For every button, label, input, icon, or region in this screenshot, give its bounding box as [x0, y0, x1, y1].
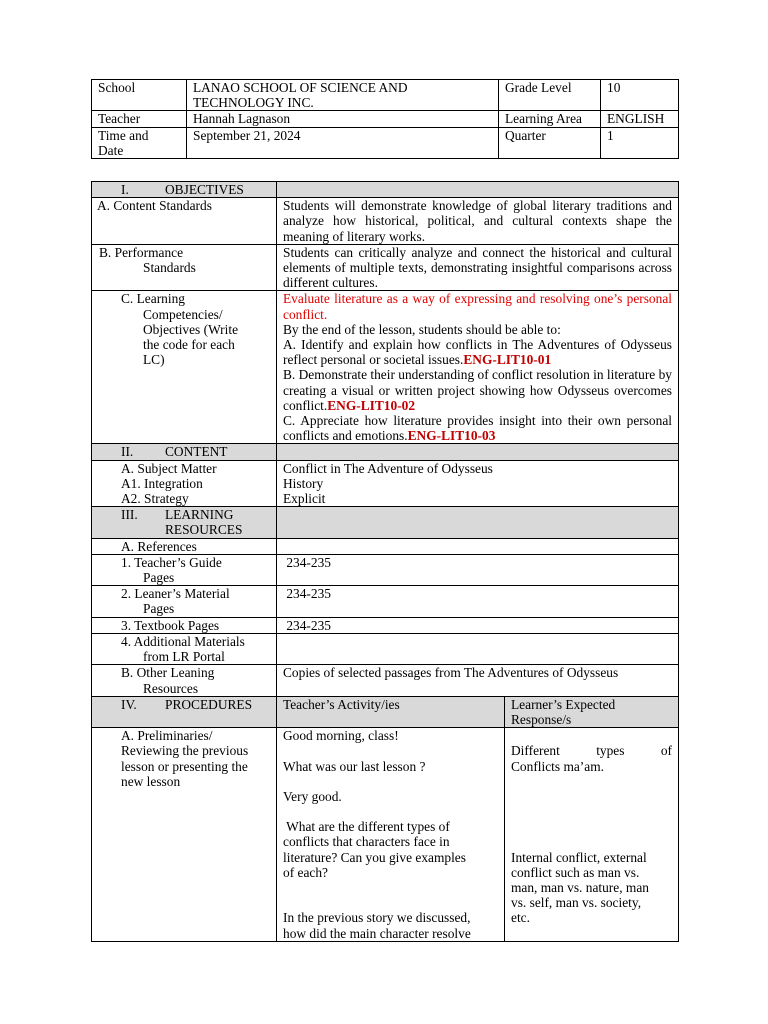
content-heading-blank	[277, 444, 679, 460]
blank-line	[511, 834, 672, 849]
objective-b-text: B. Demonstrate their understanding of conflict resolution in literature by creating a visual or written project showing how Odysseus overcomes conflict.	[283, 367, 672, 413]
resources-heading-blank	[277, 507, 679, 538]
time-date-label	[92, 127, 187, 158]
blank-line	[511, 774, 672, 789]
teacher-value: Hannah Lagnason	[187, 111, 499, 127]
label-line: Objectives (Write	[143, 321, 239, 337]
textbook-pages-label: 3. Textbook Pages	[92, 617, 277, 633]
blank-line	[511, 789, 672, 804]
content-standards-label: A. Content Standards	[92, 198, 277, 245]
performance-standards-label	[92, 244, 277, 291]
section-title: CONTENT	[165, 444, 228, 460]
performance-standards-text: Students can critically analyze and connect the historical and cultural elements of multiple texts, demonstrating insightful comparisons across different cultures.	[277, 244, 679, 291]
teacher-line: how did the main character resolve	[283, 925, 471, 941]
objective-c-text: C. Appreciate how literature provides insight into their own personal conflicts and emotions.	[283, 413, 672, 444]
label-line: 1. Teacher’s Guide	[121, 554, 222, 570]
learner-line: etc.	[511, 910, 530, 926]
objective-a	[283, 337, 672, 367]
preliminaries-label	[92, 728, 277, 942]
objective-b-code: ENG-LIT10-02	[327, 397, 416, 413]
time-date-value: September 21, 2024	[187, 127, 499, 158]
label-line: the code for each	[143, 337, 235, 353]
content-heading	[92, 444, 277, 460]
label-line: 4. Additional Materials	[121, 633, 245, 649]
header-line: Learner’s Expected	[511, 696, 616, 712]
label-line: B. Other Leaning	[121, 665, 215, 681]
other-resources-value: Copies of selected passages from The Adventures of Odysseus	[277, 665, 679, 696]
section-title: LEARNING	[165, 507, 234, 523]
learning-area-value: ENGLISH	[601, 111, 679, 127]
section-number: IV.	[121, 696, 137, 712]
teacher-activity-cell	[277, 728, 505, 942]
content-values	[277, 460, 679, 507]
teacher-line: What was our last lesson ?	[283, 758, 426, 774]
label-line: A. Preliminaries/	[121, 728, 213, 744]
label-line: 2. Leaner’s Material	[121, 586, 230, 602]
objective-c-code: ENG-LIT10-03	[407, 428, 496, 444]
time-date-label-line: Date	[98, 142, 124, 158]
time-date-label-line: Time and	[98, 127, 149, 143]
learners-material-label	[92, 586, 277, 617]
learner-line: Internal conflict, external	[511, 849, 647, 865]
blank-line	[283, 804, 504, 819]
competencies-text	[277, 291, 679, 444]
heading-line: RESOURCES	[165, 522, 243, 538]
learner-line: Conflicts ma’am.	[511, 758, 604, 774]
teacher-activity-header: Teacher’s Activity/ies	[277, 696, 505, 727]
references-value	[277, 538, 679, 554]
strategy-label: A2. Strategy	[121, 491, 189, 507]
teacher-line: Very good.	[283, 788, 342, 804]
integration-value: History	[283, 475, 324, 491]
header-line: Response/s	[511, 711, 572, 727]
blank-line	[283, 895, 504, 910]
competency-intro: By the end of the lesson, students should be able to:	[283, 321, 561, 337]
subject-matter-label: A. Subject Matter	[121, 460, 217, 476]
blank-line	[511, 728, 672, 743]
strategy-value: Explicit	[283, 491, 326, 507]
learner-line: conflict such as man vs.	[511, 864, 640, 880]
label-line: LC)	[143, 352, 165, 368]
blank-line	[511, 819, 672, 834]
teacher-line: literature? Can you give examples	[283, 849, 466, 865]
section-number: I.	[121, 182, 129, 197]
section-title: OBJECTIVES	[165, 182, 244, 197]
objectives-heading	[92, 182, 277, 198]
school-label: School	[92, 80, 187, 111]
blank-line	[283, 774, 504, 789]
resources-heading	[92, 507, 277, 538]
grade-level-label: Grade Level	[499, 80, 601, 111]
school-value-line: LANAO SCHOOL OF SCIENCE AND	[193, 80, 408, 95]
teacher-line: conflicts that characters face in	[283, 834, 450, 850]
label-line: from LR Portal	[143, 649, 225, 665]
section-number: III.	[121, 507, 138, 523]
header-table	[91, 79, 679, 159]
label-line: Standards	[143, 260, 196, 276]
learners-material-value: 234-235	[277, 586, 679, 617]
lesson-plan-table	[91, 181, 679, 942]
label-line: Pages	[143, 601, 175, 617]
learner-line: vs. self, man vs. society,	[511, 895, 642, 911]
objectives-heading-blank	[277, 182, 679, 198]
quarter-value: 1	[601, 127, 679, 158]
section-title: PROCEDURES	[165, 696, 253, 712]
label-line: C. Learning	[121, 291, 185, 307]
teachers-guide-label	[92, 554, 277, 585]
content-labels	[92, 460, 277, 507]
label-line: Competencies/	[143, 306, 223, 322]
grade-level-value: 10	[601, 80, 679, 111]
textbook-pages-value: 234-235	[277, 617, 679, 633]
content-standards-text: Students will demonstrate knowledge of global literary traditions and analyze how historical, political, and cultural contexts shape the meaning of literary works.	[277, 198, 679, 245]
learner-line: man, man vs. nature, man	[511, 880, 649, 896]
learner-line: Different types of	[511, 743, 672, 759]
objective-a-code: ENG-LIT10-01	[463, 352, 552, 368]
blank-line	[283, 743, 504, 758]
subject-matter-value: Conflict in The Adventure of Odysseus	[283, 460, 493, 476]
teacher-line: Good morning, class!	[283, 728, 399, 744]
objective-b	[283, 367, 672, 413]
additional-materials-value	[277, 633, 679, 664]
objective-a-text: A. Identify and explain how conflicts in The Adventures of Odysseus reflect personal or societal issues.	[283, 337, 672, 368]
teacher-label: Teacher	[92, 111, 187, 127]
label-line: Resources	[143, 680, 199, 696]
teacher-line: What are the different types of	[283, 819, 450, 835]
teacher-line: In the previous story we discussed,	[283, 910, 471, 926]
competency-statement: Evaluate literature as a way of expressing and resolving one’s personal conflict.	[283, 291, 672, 322]
label-line: new lesson	[121, 773, 181, 789]
blank-line	[283, 880, 504, 895]
additional-materials-label	[92, 633, 277, 664]
blank-line	[511, 804, 672, 819]
competencies-label	[92, 291, 277, 444]
learner-response-header	[505, 696, 679, 727]
learner-response-cell	[505, 728, 679, 942]
label-line: Pages	[143, 570, 175, 586]
heading-line	[121, 507, 276, 522]
learning-area-label: Learning Area	[499, 111, 601, 127]
school-value	[187, 80, 499, 111]
objective-c	[283, 413, 672, 443]
integration-label: A1. Integration	[121, 475, 203, 491]
teacher-line: of each?	[283, 864, 328, 880]
label-line: Reviewing the previous	[121, 743, 249, 759]
references-label: A. References	[92, 538, 277, 554]
school-value-line: TECHNOLOGY INC.	[193, 95, 314, 111]
section-number: II.	[121, 444, 134, 460]
quarter-label: Quarter	[499, 127, 601, 158]
procedures-heading	[92, 696, 277, 727]
label-line: lesson or presenting the	[121, 758, 248, 774]
label-line: B. Performance	[99, 244, 184, 260]
teachers-guide-value: 234-235	[277, 554, 679, 585]
other-resources-label	[92, 665, 277, 696]
